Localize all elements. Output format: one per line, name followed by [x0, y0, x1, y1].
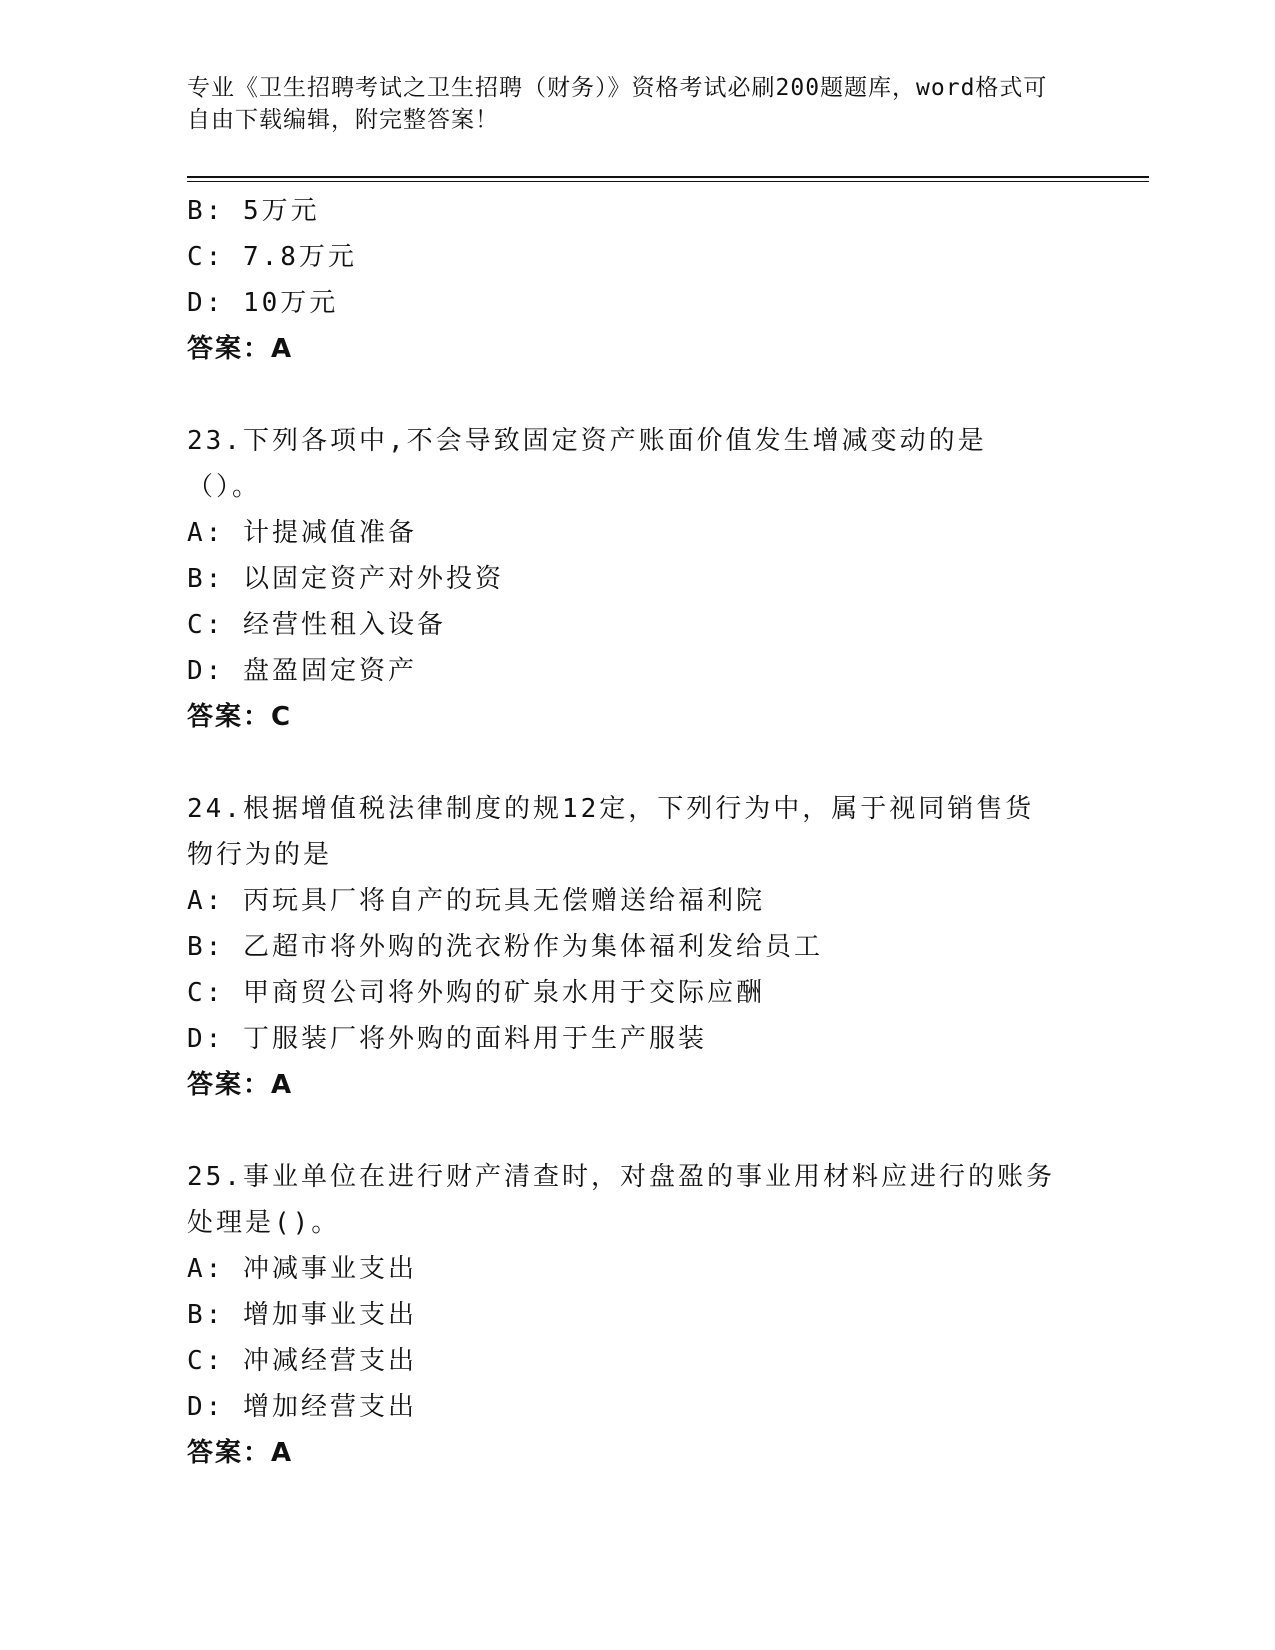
option-letter: C: — [187, 610, 225, 640]
header-divider-thick — [187, 176, 1149, 178]
option-row — [187, 1292, 1087, 1338]
option-letter: C: — [187, 978, 225, 1008]
option-text: 7.8万元 — [242, 242, 357, 272]
option-row — [187, 556, 1087, 602]
option-row — [187, 648, 1087, 694]
option-row — [187, 1246, 1087, 1292]
document-header: 专业《卫生招聘考试之卫生招聘（财务）》资格考试必刷200题题库，word格式可自由下载编辑，附完整答案！ — [187, 75, 1048, 133]
question-stem: 23.下列各项中,不会导致固定资产账面价值发生增减变动的是（）。 — [187, 426, 987, 502]
option-letter: D: — [187, 1024, 225, 1054]
option-text: 经营性租入设备 — [242, 610, 446, 640]
answer-value: A — [271, 1070, 294, 1100]
option-text: 5万元 — [242, 196, 320, 226]
option-text: 计提减值准备 — [242, 518, 417, 548]
question-list — [187, 188, 1087, 1476]
option-text: 乙超市将外购的洗衣粉作为集体福利发给员工 — [242, 932, 823, 962]
option-row — [187, 924, 1087, 970]
option-row — [187, 602, 1087, 648]
previous-question-continuation — [187, 188, 1087, 372]
spacer — [187, 372, 1087, 418]
question-block — [187, 1154, 1087, 1476]
option-letter: A: — [187, 518, 225, 548]
answer-row — [187, 1062, 1087, 1108]
option-row — [187, 280, 1087, 326]
option-letter: D: — [187, 656, 225, 686]
answer-value: A — [271, 1438, 294, 1468]
option-row — [187, 1016, 1087, 1062]
answer-label: 答案： — [187, 702, 272, 732]
option-row — [187, 510, 1087, 556]
option-row — [187, 970, 1087, 1016]
option-row — [187, 1384, 1087, 1430]
option-text: 增加经营支出 — [242, 1392, 417, 1422]
option-letter: B: — [187, 564, 225, 594]
answer-row — [187, 326, 1087, 372]
option-letter: B: — [187, 932, 225, 962]
question-block — [187, 786, 1087, 1108]
option-text: 10万元 — [242, 288, 339, 318]
option-row — [187, 234, 1087, 280]
option-row — [187, 878, 1087, 924]
question-block — [187, 418, 1087, 740]
option-text: 丙玩具厂将自产的玩具无偿赠送给福利院 — [242, 886, 765, 916]
answer-row — [187, 1430, 1087, 1476]
option-text: 冲减经营支出 — [242, 1346, 417, 1376]
answer-label: 答案： — [187, 334, 272, 364]
option-text: 盘盈固定资产 — [242, 656, 417, 686]
answer-value: A — [271, 334, 294, 364]
spacer — [187, 1108, 1087, 1154]
option-letter: D: — [187, 288, 225, 318]
option-row — [187, 1338, 1087, 1384]
spacer — [187, 740, 1087, 786]
option-text: 以固定资产对外投资 — [242, 564, 504, 594]
option-letter: A: — [187, 1254, 225, 1284]
option-letter: A: — [187, 886, 225, 916]
question-stem: 24.根据增值税法律制度的规12定，下列行为中，属于视同销售货物行为的是 — [187, 794, 1035, 870]
header-divider-thin — [187, 181, 1149, 182]
option-text: 增加事业支出 — [242, 1300, 417, 1330]
option-text: 冲减事业支出 — [242, 1254, 417, 1284]
option-letter: D: — [187, 1392, 225, 1422]
answer-label: 答案： — [187, 1438, 272, 1468]
option-text: 甲商贸公司将外购的矿泉水用于交际应酬 — [242, 978, 765, 1008]
answer-value: C — [271, 702, 293, 732]
option-letter: C: — [187, 242, 225, 272]
option-letter: B: — [187, 196, 225, 226]
answer-row — [187, 694, 1087, 740]
option-letter: C: — [187, 1346, 225, 1376]
question-stem: 25.事业单位在进行财产清查时，对盘盈的事业用材料应进行的账务处理是()。 — [187, 1162, 1055, 1238]
option-row — [187, 188, 1087, 234]
answer-label: 答案： — [187, 1070, 272, 1100]
option-text: 丁服装厂将外购的面料用于生产服装 — [242, 1024, 707, 1054]
option-letter: B: — [187, 1300, 225, 1330]
